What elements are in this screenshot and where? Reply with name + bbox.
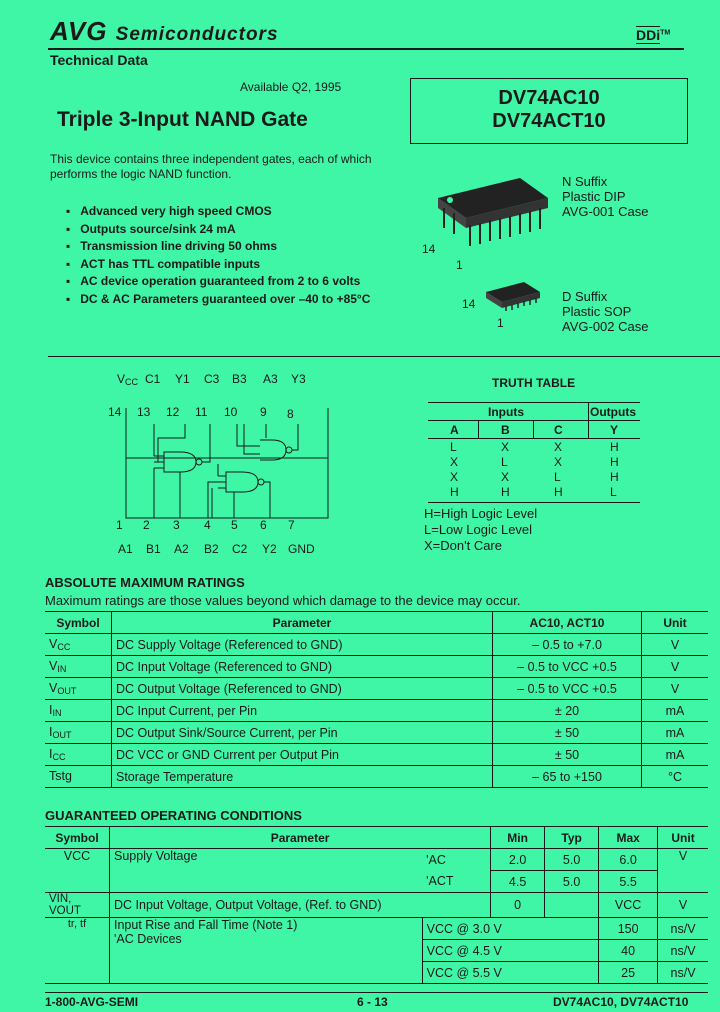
table-row: H H H L [450,485,617,499]
pin-num-bottom: 5 [231,518,238,532]
pin-label-bottom: GND [288,542,315,556]
n-case: AVG-001 Case [562,204,649,219]
table-header [45,612,708,634]
pin-label-top: B3 [232,372,247,386]
brand [50,16,279,47]
legend-item: L=Low Logic Level [424,522,533,537]
pin-num-bottom: 4 [204,518,211,532]
pin-num-bottom: 2 [143,518,150,532]
table-header [45,827,708,849]
goc-r3-param2: 'AC Devices [114,932,182,946]
table-row: tr, tf Input Rise and Fall Time (Note 1) 'AC Devices VCC @ 3.0 V 150 ns/V [45,918,708,940]
amr-subtitle: Maximum ratings are those values beyond which damage to the device may occur. [45,593,521,608]
sop-pin-1: 1 [497,316,504,330]
dip-pin-1: 1 [456,258,463,272]
table-row: VCC @ 5.5 V 25 ns/V [45,962,708,984]
pin-label-top: Y1 [175,372,190,386]
footer-page: 6 - 13 [357,995,388,1009]
tt-col-y: Y [610,423,619,437]
table-row: X L X H [450,455,619,469]
tt-outputs-header: Outputs [590,405,636,419]
footer-parts: DV74AC10, DV74ACT10 [553,995,689,1009]
feature-item: ▪ Advanced very high speed CMOS [66,204,272,218]
logo [636,27,670,43]
table-row: VIN, VOUT DC Input Voltage, Output Voltage, (Ref. to GND) 0 VCC V [45,893,708,918]
pin-label-bottom: C2 [232,542,248,556]
feature-item: ▪ DC & AC Parameters guaranteed over –40 to +85°C [66,291,371,306]
footer-phone: 1-800-AVG-SEMI [45,995,139,1009]
goc-head-symbol: Symbol [45,827,110,849]
logo-tm: TM [660,29,671,37]
d-suffix: D Suffix [562,289,608,304]
goc-r3-param: Input Rise and Fall Time (Note 1) [114,918,298,932]
tt-rows [428,440,640,500]
n-suffix-info [562,174,648,219]
logo-text: $\overline{DDi}$ [636,27,661,43]
d-type: Plastic SOP [562,304,632,319]
goc-head-param: Parameter [110,827,491,849]
pin-label-top: A3 [263,372,278,386]
pin-num-top: 11 [195,405,208,419]
dip-package-image [420,170,550,250]
footer-rule [45,992,708,993]
truth-table-legend [424,506,537,554]
pin-label-bottom: B1 [146,542,161,556]
availability: Available Q2, 1995 [240,80,342,94]
table-row: $I_{CC}$ DC VCC or GND Current per Output Pin ± 50 mA [45,744,708,766]
feature-item: ▪ AC device operation guaranteed from 2 to 6 volts [66,274,361,288]
table-row: X X L H [450,470,619,484]
pin-num-top: 10 [224,405,238,419]
tt-col-a: A [450,423,459,437]
pin-num-top: 14 [108,405,122,419]
pin-label-bottom: Y2 [262,542,277,556]
pin-num-top: 8 [287,407,294,421]
feature-item: ▪ ACT has TTL compatible inputs [66,256,261,271]
brand-sub: Semiconductors [115,24,279,45]
legend-item: X=Don't Care [424,538,502,553]
brand-name: AVG [50,16,108,46]
amr-head-unit: Unit [663,615,687,630]
pin-num-top: 12 [166,405,180,419]
goc-head-min: Min [491,827,545,849]
truth-table-title: TRUTH TABLE [492,376,576,390]
part-number-box [410,78,688,144]
table-row: Tstg Storage Temperature – 65 to +150 °C [45,766,708,788]
description: This device contains three independent gates, each of which performs the logic NAND function. [50,152,372,181]
amr-head-symbol: Symbol [45,612,112,634]
section-divider [48,356,720,357]
goc-title: GUARANTEED OPERATING CONDITIONS [45,808,302,823]
table-row: $V_{OUT}$ DC Output Voltage (Referenced to GND) – 0.5 to VCC +0.5 V [45,678,708,700]
pin-num-top: 9 [260,405,267,419]
n-suffix: N Suffix [562,174,608,189]
part-number-2: DV74ACT10 [492,110,606,132]
pin-num-top: 13 [137,405,151,419]
table-row: 'ACT 4.5 5.0 5.5 [45,871,708,893]
goc-table [45,826,708,984]
tt-inputs-header: Inputs [488,405,524,419]
pin-num-bottom: 7 [288,518,295,532]
pin-label-top: Y3 [291,372,306,386]
table-row: $V_{IN}$ DC Input Voltage (Referenced to GND) – 0.5 to VCC +0.5 V [45,656,708,678]
amr-title: ABSOLUTE MAXIMUM RATINGS [45,575,245,590]
goc-head-typ: Typ [545,827,599,849]
amr-head-param: Parameter [112,612,493,634]
pin-label-bottom: B2 [204,542,219,556]
table-row: $V_{CC}$ DC Supply Voltage (Referenced to GND) – 0.5 to +7.0 V [45,634,708,656]
goc-head-unit: Unit [671,830,695,845]
pin-label-bottom: A2 [174,542,189,556]
header-rule [48,48,684,50]
section-label: Technical Data [50,52,148,68]
pin-label-bottom: A1 [118,542,133,556]
pin-label-top: C1 [145,372,161,386]
table-row: $I_{OUT}$ DC Output Sink/Source Current, per Pin ± 50 mA [45,722,708,744]
d-case: AVG-002 Case [562,319,649,334]
pin-num-bottom: 1 [116,518,123,532]
pinout-diagram [100,368,340,568]
tt-col-b: B [501,423,510,437]
sop-pin-14: 14 [462,297,476,311]
pin-num-bottom: 6 [260,518,267,532]
tt-col-c: C [554,423,563,437]
legend-item: H=High Logic Level [424,506,538,521]
part-number-1: DV74AC10 [498,87,600,109]
pin-label-vcc: $V_{CC}$ [117,372,139,387]
page-title: Triple 3-Input NAND Gate [57,108,308,131]
table-row: L X X H [450,440,619,454]
feature-item: ▪ Outputs source/sink 24 mA [66,221,236,236]
pin-num-bottom: 3 [173,518,180,532]
table-row: VCC Supply Voltage 'AC 2.0 5.0 6.0 V [45,849,708,871]
table-row: VCC @ 4.5 V 40 ns/V [45,940,708,962]
amr-head-value: AC10, ACT10 [493,612,642,634]
sop-package-image [480,278,544,314]
gate-schematic [100,368,340,568]
dip-pin-14: 14 [422,242,436,256]
goc-head-max: Max [599,827,658,849]
table-row: $I_{IN}$ DC Input Current, per Pin ± 20 mA [45,700,708,722]
pin-label-top: C3 [204,372,220,386]
n-type: Plastic DIP [562,189,626,204]
d-suffix-info [562,289,648,334]
amr-table [45,611,708,788]
feature-list [66,203,370,308]
feature-item: ▪ Transmission line driving 50 ohms [66,239,277,253]
